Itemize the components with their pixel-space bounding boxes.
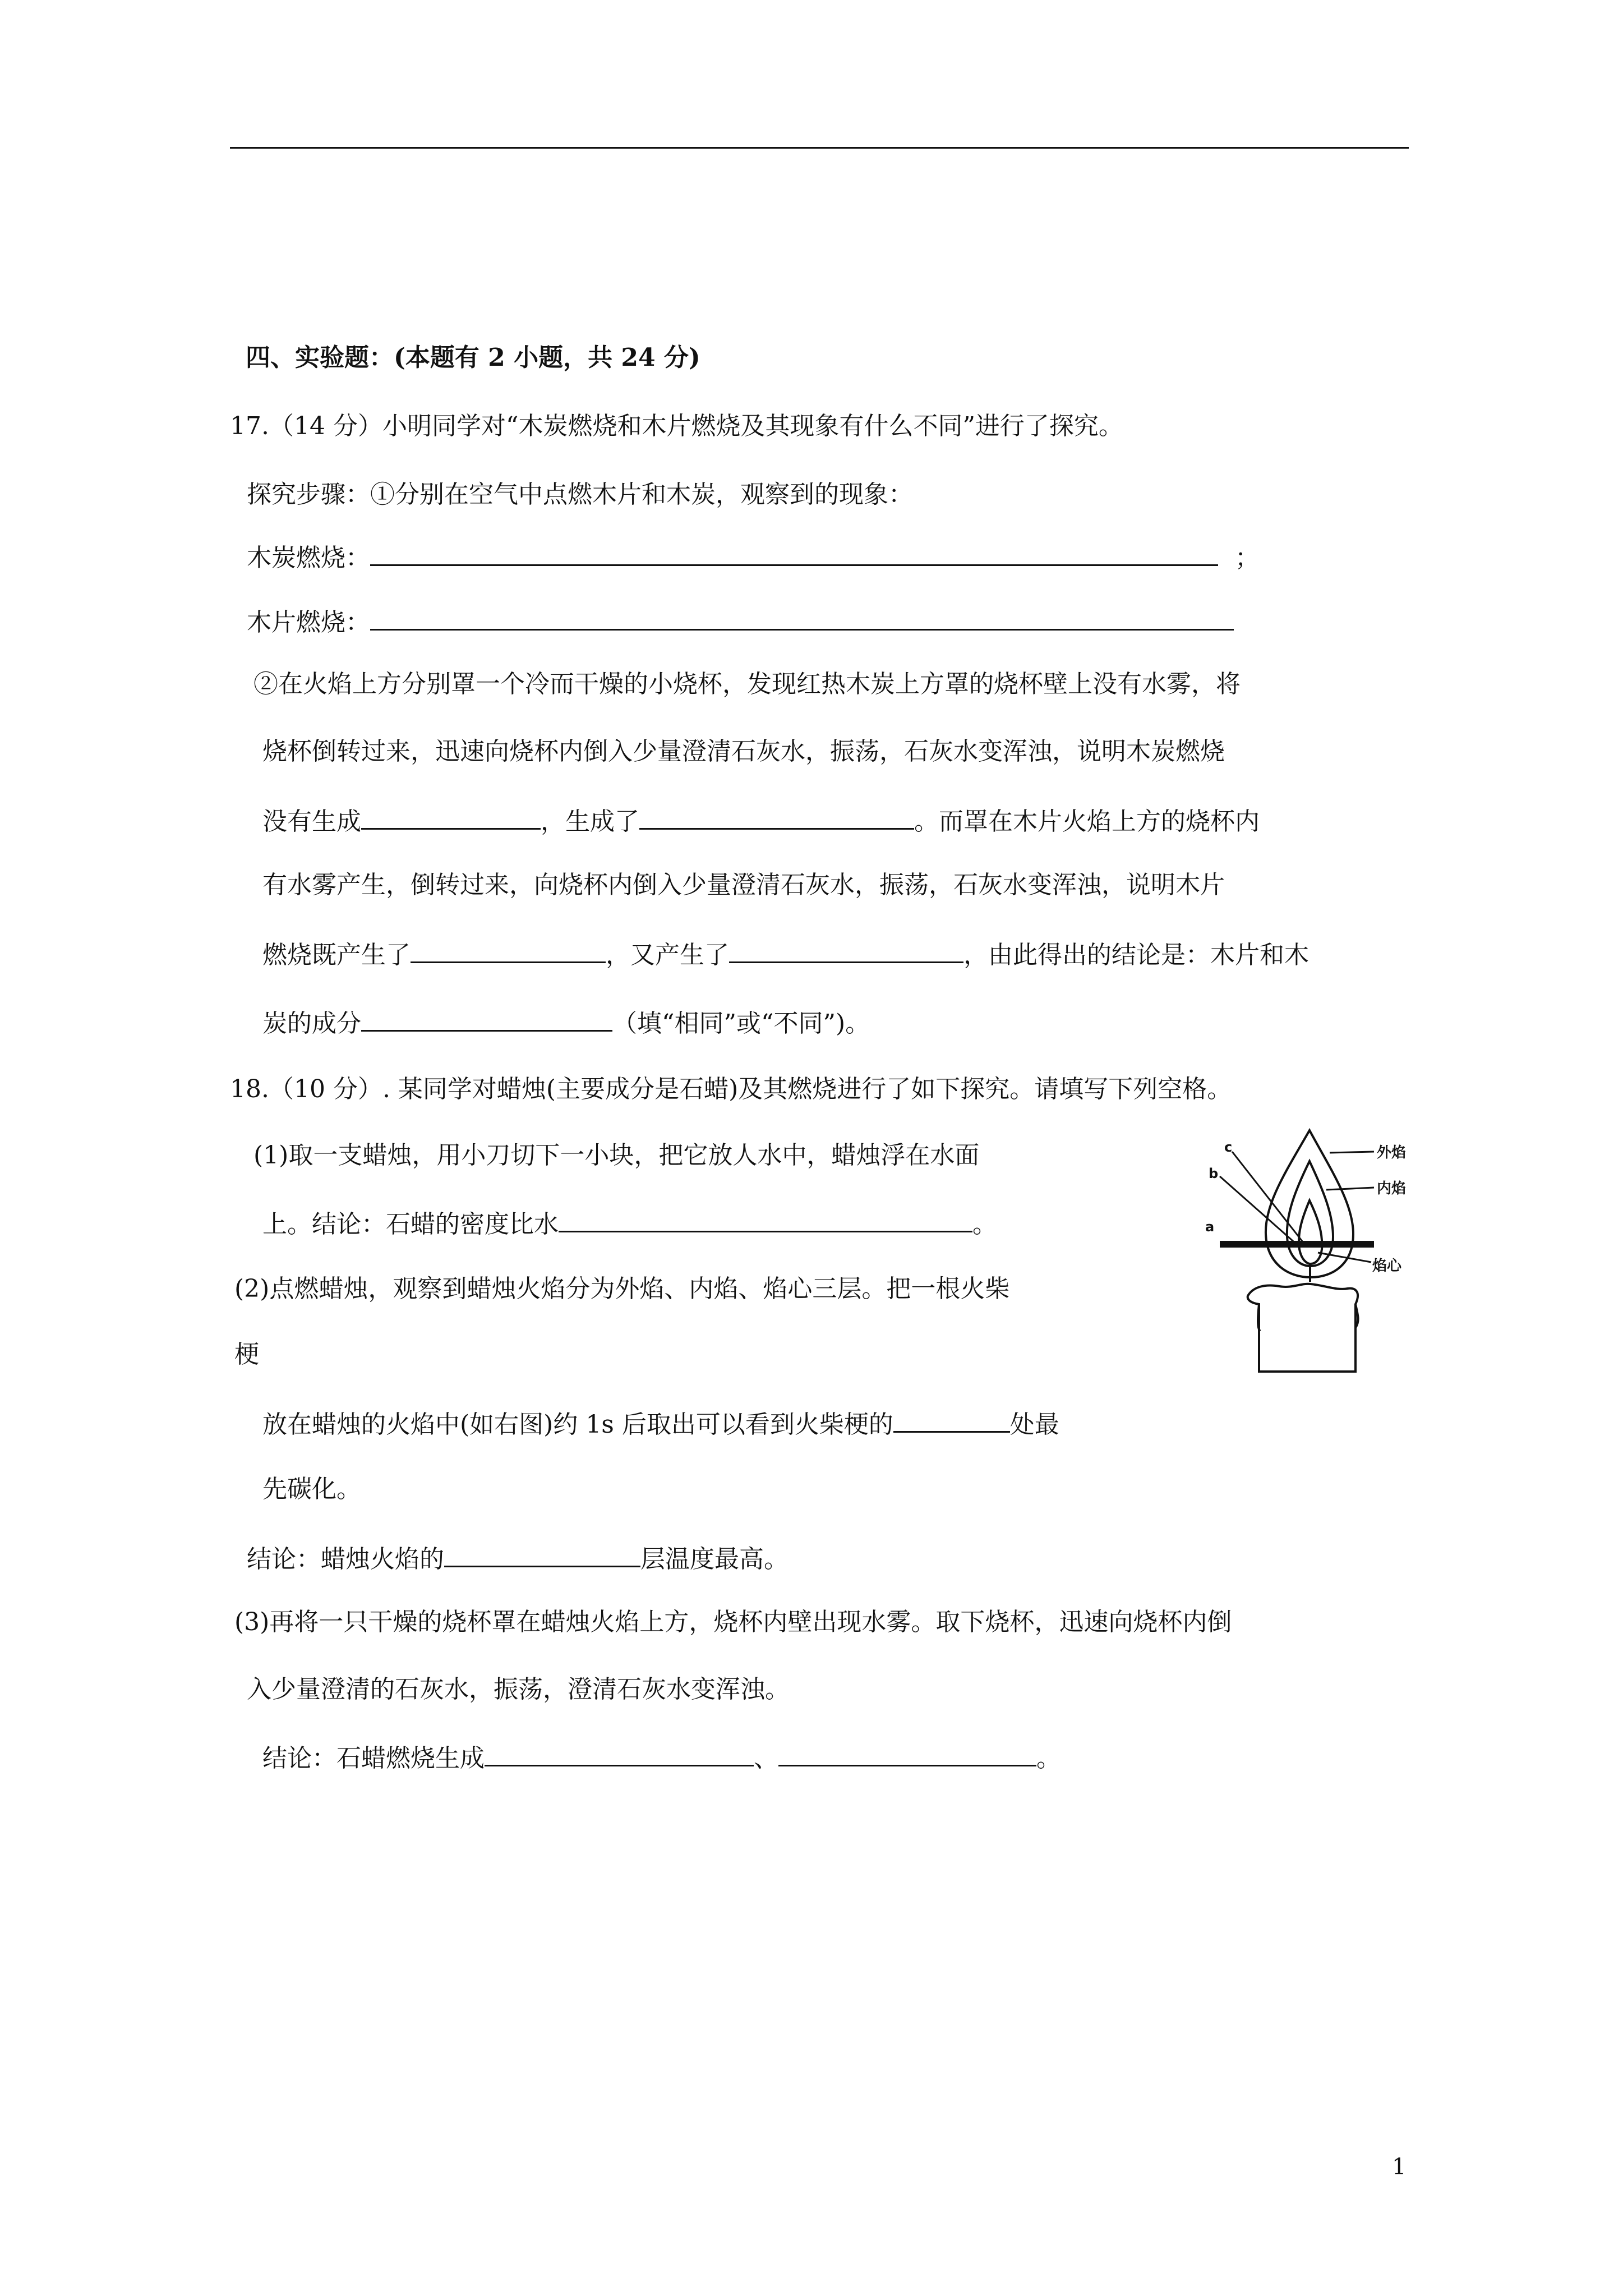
q18-text: 结论：蜡烛火焰的 bbox=[247, 1545, 444, 1573]
q18-p2-conclusion bbox=[247, 1540, 789, 1576]
q18-p2-line1: (2)点燃蜡烛，观察到蜡烛火焰分为外焰、内焰、焰心三层。把一根火柴 bbox=[234, 1274, 1010, 1303]
q17-step2-line4: 有水雾产生，倒转过来，向烧杯内倒入少量澄清石灰水，振荡，石灰水变浑浊，说明木片 bbox=[262, 871, 1225, 899]
q18-p1-line2 bbox=[262, 1205, 997, 1241]
q18-p2-line3 bbox=[262, 1405, 1059, 1442]
label-b: b bbox=[1209, 1166, 1219, 1181]
answer-blank[interactable] bbox=[361, 802, 541, 830]
q18-text: 、 bbox=[754, 1744, 778, 1773]
label-inner-flame: 内焰 bbox=[1377, 1180, 1407, 1197]
answer-blank[interactable] bbox=[485, 1739, 754, 1766]
leader-line-inner bbox=[1326, 1188, 1374, 1190]
answer-blank[interactable] bbox=[361, 1004, 612, 1032]
q17-text: ，由此得出的结论是：木片和木 bbox=[963, 941, 1309, 969]
q18-p1-line1: (1)取一支蜡烛，用小刀切下一小块，把它放人水中，蜡烛浮在水面 bbox=[253, 1141, 980, 1170]
answer-blank[interactable] bbox=[559, 1205, 972, 1232]
q18-p3-line2: 入少量澄清的石灰水，振荡，澄清石灰水变浑浊。 bbox=[247, 1675, 790, 1704]
q17-charcoal-end: ； bbox=[1235, 544, 1260, 572]
page-number: 1 bbox=[1392, 2154, 1407, 2180]
q17-step2-line1: ②在火焰上方分别罩一个冷而干燥的小烧杯，发现红热木炭上方罩的烧杯壁上没有水雾，将 bbox=[253, 670, 1241, 698]
matchstick bbox=[1220, 1241, 1374, 1248]
q17-text: （填“相同”或“不同”)。 bbox=[612, 1009, 870, 1038]
q17-charcoal-row bbox=[247, 539, 1260, 575]
answer-blank[interactable] bbox=[411, 936, 606, 963]
q17-text: 没有生成 bbox=[262, 807, 361, 836]
q17-step2-line2: 烧杯倒转过来，迅速向烧杯内倒入少量澄清石灰水，振荡，石灰水变浑浊，说明木炭燃烧 bbox=[262, 737, 1225, 766]
q17-text: ，又产生了 bbox=[606, 941, 729, 969]
candle-body bbox=[1248, 1284, 1358, 1372]
flame-core-shape bbox=[1299, 1200, 1322, 1264]
q18-text: 上。结论：石蜡的密度比水 bbox=[262, 1210, 559, 1239]
answer-blank[interactable] bbox=[893, 1405, 1010, 1433]
leader-line-outer bbox=[1330, 1152, 1374, 1153]
q17-text: 炭的成分 bbox=[262, 1009, 361, 1038]
label-c: c bbox=[1224, 1139, 1233, 1155]
q18-header: 18.（10 分）. 某同学对蜡烛(主要成分是石蜡)及其燃烧进行了如下探究。请填写下列空格。 bbox=[230, 1075, 1232, 1103]
q17-text: ，生成了 bbox=[541, 807, 639, 836]
candle-flame-figure bbox=[1203, 1119, 1427, 1383]
q17-text: 燃烧既产生了 bbox=[262, 941, 411, 969]
q17-step2-line6 bbox=[262, 1004, 870, 1041]
q17-step2-line5 bbox=[262, 936, 1309, 972]
q18-p3-line1: (3)再将一只干燥的烧杯罩在蜡烛火焰上方，烧杯内壁出现水雾。取下烧杯，迅速向烧杯内倒 bbox=[234, 1608, 1232, 1636]
q17-charcoal-label: 木炭燃烧： bbox=[247, 544, 370, 572]
answer-blank[interactable] bbox=[729, 936, 963, 963]
q18-text: 。 bbox=[972, 1210, 997, 1239]
q18-text: 放在蜡烛的火焰中(如右图)约 1s 后取出可以看到火柴梗的 bbox=[262, 1410, 893, 1439]
answer-blank[interactable] bbox=[370, 539, 1218, 566]
answer-blank[interactable] bbox=[370, 603, 1234, 631]
q17-wood-row bbox=[247, 603, 1234, 639]
answer-blank[interactable] bbox=[778, 1739, 1036, 1766]
section-title: 四、实验题：(本题有 2 小题，共 24 分) bbox=[246, 343, 700, 372]
q18-text: 结论：石蜡燃烧生成 bbox=[262, 1744, 485, 1773]
q18-p2-line2: 梗 bbox=[234, 1340, 259, 1369]
q18-text: 层温度最高。 bbox=[640, 1545, 789, 1573]
q17-text: 。而罩在木片火焰上方的烧杯内 bbox=[914, 807, 1260, 836]
q17-wood-label: 木片燃烧： bbox=[247, 608, 370, 637]
label-flame-core: 焰心 bbox=[1372, 1258, 1402, 1274]
header-rule bbox=[230, 147, 1409, 149]
label-a: a bbox=[1205, 1219, 1215, 1235]
q18-text: 处最 bbox=[1009, 1410, 1059, 1439]
label-outer-flame: 外焰 bbox=[1377, 1144, 1407, 1161]
inner-flame-shape bbox=[1287, 1161, 1333, 1266]
q17-header: 17.（14 分）小明同学对“木炭燃烧和木片燃烧及其现象有什么不同”进行了探究。 bbox=[230, 412, 1123, 440]
q17-step2-line3 bbox=[262, 802, 1260, 839]
q18-text: 。 bbox=[1036, 1744, 1061, 1773]
q17-step-intro: 探究步骤：①分别在空气中点燃木片和木炭，观察到的现象： bbox=[247, 480, 913, 509]
q18-p3-conclusion bbox=[262, 1739, 1061, 1775]
answer-blank[interactable] bbox=[639, 802, 914, 830]
answer-blank[interactable] bbox=[444, 1540, 640, 1567]
q18-p2-line4: 先碳化。 bbox=[262, 1475, 361, 1503]
